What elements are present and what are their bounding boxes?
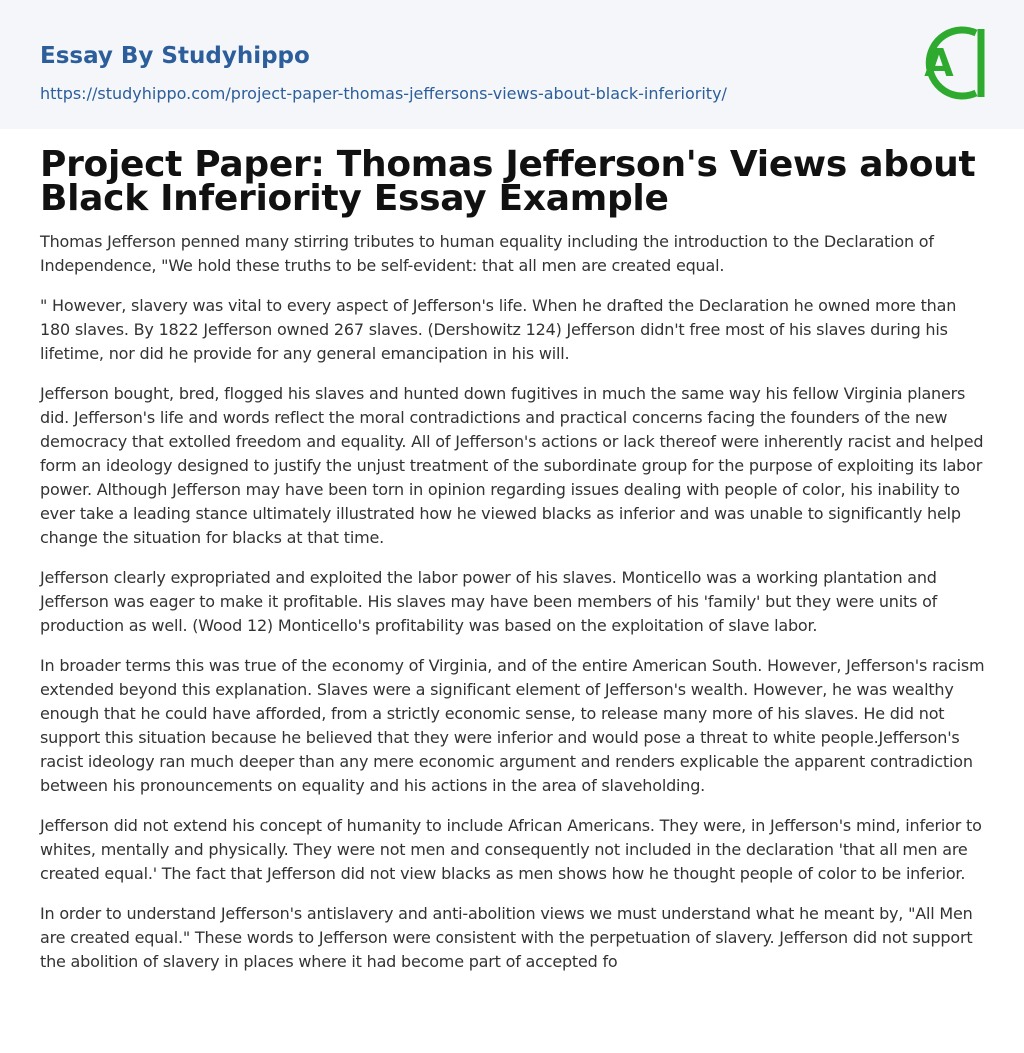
essay-paragraph: Thomas Jefferson penned many stirring tributes to human equality including the introduction to the Declaration of Independence, "We hold these truths to be self-evident: that all men are created equal. (40, 232, 934, 275)
essay-paragraph: " However, slavery was vital to every aspect of Jefferson's life. When he drafted the Declaration he owned more than 180 slaves. By 1822 Jefferson owned 267 slaves. (Dershowitz 124) Jefferson didn't free most of his slaves during his lifetime, nor did he provide for any general emancipation in his will. (40, 296, 957, 363)
essay-title: Project Paper: Thomas Jefferson's Views about Black Inferiority Essay Example (40, 144, 976, 219)
site-header (0, 0, 1024, 129)
essay-content (40, 144, 986, 990)
essay-paragraph: In broader terms this was true of the economy of Virginia, and of the entire American South. However, Jefferson's racism extended beyond this explanation. Slaves were a significant element of Jefferson's wealth. However, he was wealthy enough that he could have afforded, from a strictly economic sense, to release many more of his slaves. He did not support this situation because he believed that they were inferior and would pose a threat to white people.Jefferson's racist ideology ran much deeper than any mere economic argument and renders explicable the apparent contradiction between his pronouncements on equality and his actions in the area of slaveholding. (40, 656, 985, 795)
essay-paragraph: Jefferson did not extend his concept of humanity to include African Americans. They were, in Jefferson's mind, inferior to whites, mentally and physically. They were not men and consequently not included in the declaration 'that all men are created equal.' The fact that Jefferson did not view blacks as men shows how he thought people of color to be inferior. (40, 816, 982, 883)
logo-ring-bar (978, 29, 985, 97)
essay-paragraph: In order to understand Jefferson's antislavery and anti-abolition views we must understand what he meant by, "All Men are created equal." These words to Jefferson were consistent with the perpetuation of slavery. Jefferson did not support the abolition of slavery in places where it had become part of accepted fo (40, 904, 973, 971)
essay-paragraph: Jefferson clearly expropriated and exploited the labor power of his slaves. Monticello was a working plantation and Jefferson was eager to make it profitable. His slaves may have been members of his 'family' but they were units of production as well. (Wood 12) Monticello's profitability was based on the exploitation of slave labor. (40, 568, 938, 635)
studyhippo-logo-icon[interactable] (914, 20, 986, 106)
source-url-link[interactable]: https://studyhippo.com/project-paper-thomas-jeffersons-views-about-black-inferiority/ (40, 84, 727, 103)
logo-letter: A (924, 41, 954, 85)
essay-paragraph: Jefferson bought, bred, flogged his slaves and hunted down fugitives in much the same way his fellow Virginia planers did. Jefferson's life and words reflect the moral contradictions and practical concerns facing the founders of the new democracy that extolled freedom and equality. All of Jefferson's actions or lack thereof were inherently racist and helped form an ideology designed to justify the unjust treatment of the subordinate group for the purpose of exploiting its labor power. Although Jefferson may have been torn in opinion regarding issues dealing with people of color, his inability to ever take a leading stance ultimately illustrated how he viewed blacks as inferior and was unable to significantly help change the situation for blacks at that time. (40, 384, 984, 547)
site-title[interactable]: Essay By Studyhippo (40, 43, 310, 69)
